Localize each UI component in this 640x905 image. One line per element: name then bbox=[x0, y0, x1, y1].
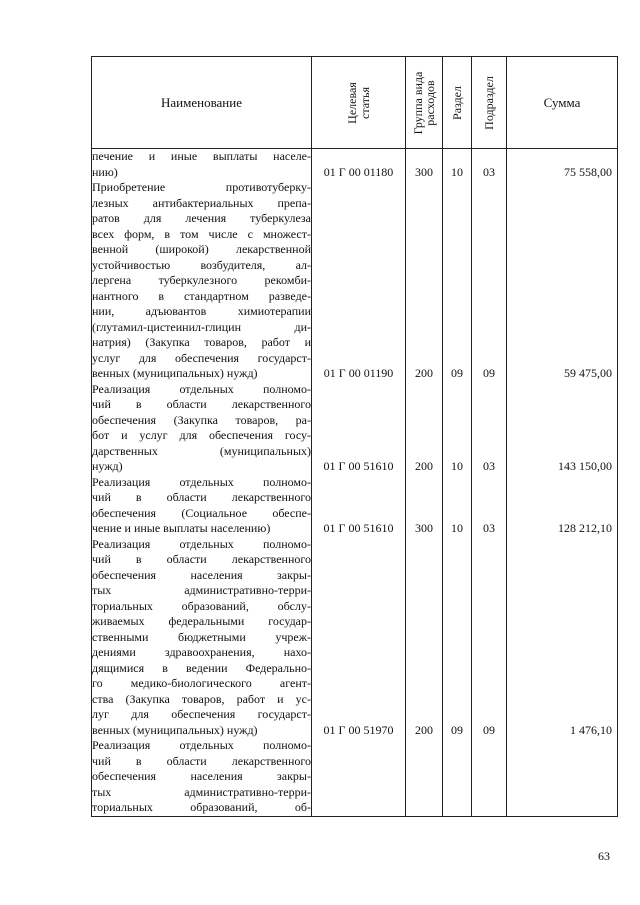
budget-table bbox=[91, 56, 618, 817]
row-sum bbox=[507, 180, 618, 382]
row-expense-group bbox=[406, 180, 443, 382]
row-subsection-value bbox=[472, 800, 506, 816]
row-expense-group-value: 300 bbox=[415, 164, 433, 179]
row-expense-group bbox=[406, 475, 443, 537]
row-target-article-value: 01 Г 00 51610 bbox=[323, 459, 394, 473]
table-row bbox=[92, 475, 618, 537]
description-line: луг для обеспечения государст- bbox=[92, 707, 311, 721]
table-row bbox=[92, 180, 618, 382]
row-section-value: 10 bbox=[451, 164, 463, 179]
description-line: печение и иные выплаты населе- bbox=[92, 149, 311, 163]
row-sum bbox=[507, 149, 618, 181]
description-line: обеспечения (Закупка товаров, ра- bbox=[92, 412, 311, 427]
row-target-article bbox=[312, 475, 406, 537]
row-target-article-value: 01 Г 00 01190 bbox=[323, 366, 394, 380]
row-section-value: 09 bbox=[451, 366, 463, 380]
table-row bbox=[92, 537, 618, 739]
header-subsection: Подраздел bbox=[472, 57, 507, 149]
row-sum-value: 1 476,10 bbox=[570, 722, 612, 737]
row-subsection bbox=[472, 382, 507, 475]
row-section bbox=[443, 149, 472, 181]
header-expense-group: Группа вида расходов bbox=[406, 57, 443, 149]
description-line: Реализация отдельных полномо- bbox=[92, 738, 311, 752]
row-sum bbox=[507, 738, 618, 816]
row-description bbox=[92, 382, 312, 475]
row-subsection-value: 03 bbox=[483, 459, 495, 473]
header-target-article: Целевая статья bbox=[312, 57, 406, 149]
row-expense-group bbox=[406, 382, 443, 475]
row-subsection-value: 03 bbox=[483, 164, 495, 179]
description-line: обеспечения населения закры- bbox=[92, 769, 311, 783]
header-sum: Сумма bbox=[507, 57, 618, 149]
description-line: Приобретение противотуберку- bbox=[92, 180, 311, 194]
row-section bbox=[443, 738, 472, 816]
page-number: 63 bbox=[598, 849, 610, 863]
description-line: лезных антибактериальных препа- bbox=[92, 195, 311, 210]
description-line: венных (муниципальных) нужд) bbox=[92, 366, 258, 380]
description-line: нию) bbox=[92, 164, 118, 179]
row-section bbox=[443, 475, 472, 537]
description-line: чение и иные выплаты населению) bbox=[92, 521, 271, 535]
table-row bbox=[92, 382, 618, 475]
row-sum-value: 75 558,00 bbox=[564, 164, 612, 179]
row-sum-value bbox=[507, 800, 612, 816]
row-expense-group bbox=[406, 738, 443, 816]
row-expense-group bbox=[406, 149, 443, 181]
description-line: дящимися в ведении Федерально- bbox=[92, 660, 311, 675]
row-section-value: 09 bbox=[451, 722, 463, 737]
description-line: дениями здравоохранения, нахо- bbox=[92, 645, 311, 659]
row-target-article-value bbox=[312, 800, 405, 816]
description-line: тых административно-терри- bbox=[92, 583, 311, 597]
row-subsection-value: 03 bbox=[483, 521, 495, 535]
table-row bbox=[92, 738, 618, 816]
description-line: дарственных (муниципальных) bbox=[92, 443, 311, 458]
row-expense-group bbox=[406, 537, 443, 739]
description-line: чий в области лекарственного bbox=[92, 490, 311, 504]
row-sum bbox=[507, 475, 618, 537]
row-description bbox=[92, 738, 312, 816]
description-line: обеспечения (Социальное обеспе- bbox=[92, 505, 311, 520]
row-target-article bbox=[312, 382, 406, 475]
description-line: нии, адъювантов химиотерапии bbox=[92, 304, 311, 318]
description-line: Реализация отдельных полномо- bbox=[92, 536, 311, 551]
description-line: обеспечения населения закры- bbox=[92, 567, 311, 582]
description-line: Реализация отдельных полномо- bbox=[92, 474, 311, 489]
header-name: Наименование bbox=[92, 57, 312, 149]
row-target-article bbox=[312, 149, 406, 181]
row-subsection bbox=[472, 537, 507, 739]
row-target-article bbox=[312, 537, 406, 739]
row-expense-group-value: 200 bbox=[415, 366, 433, 380]
description-line: натрия) (Закупка товаров, работ и bbox=[92, 335, 311, 349]
description-line: нужд) bbox=[92, 459, 123, 473]
description-line: ственными бюджетными учреж- bbox=[92, 629, 311, 644]
row-sum-value: 128 212,10 bbox=[558, 521, 612, 535]
description-line: го медико-биологического агент- bbox=[92, 676, 311, 690]
row-subsection bbox=[472, 738, 507, 816]
row-expense-group-value: 200 bbox=[415, 722, 433, 737]
description-line: чий в области лекарственного bbox=[92, 552, 311, 566]
row-target-article-value: 01 Г 00 51610 bbox=[323, 521, 394, 535]
row-target-article bbox=[312, 738, 406, 816]
row-subsection bbox=[472, 475, 507, 537]
description-line: ториальных образований, об- bbox=[92, 800, 311, 814]
description-line: чий в области лекарственного bbox=[92, 397, 311, 411]
description-line: всех форм, в том числе с множест- bbox=[92, 226, 311, 241]
row-description bbox=[92, 180, 312, 382]
row-section bbox=[443, 537, 472, 739]
row-sum-value: 143 150,00 bbox=[558, 459, 612, 473]
table-header-row bbox=[92, 57, 618, 149]
row-subsection-value: 09 bbox=[483, 366, 495, 380]
row-description bbox=[92, 537, 312, 739]
row-sum-value: 59 475,00 bbox=[564, 366, 612, 380]
row-section bbox=[443, 382, 472, 475]
row-subsection bbox=[472, 180, 507, 382]
row-expense-group-value: 200 bbox=[415, 459, 433, 473]
row-section-value bbox=[443, 800, 471, 816]
description-line: чий в области лекарственного bbox=[92, 753, 311, 768]
row-subsection bbox=[472, 149, 507, 181]
row-description bbox=[92, 149, 312, 181]
description-line: бот и услуг для обеспечения госу- bbox=[92, 428, 311, 442]
description-line: ратов для лечения туберкулеза bbox=[92, 211, 311, 225]
description-line: венных (муниципальных) нужд) bbox=[92, 722, 258, 737]
row-subsection-value: 09 bbox=[483, 722, 495, 737]
row-section bbox=[443, 180, 472, 382]
header-section: Раздел bbox=[443, 57, 472, 149]
description-line: венной (широкой) лекарственной bbox=[92, 242, 311, 256]
description-line: лергена туберкулезного рекомби- bbox=[92, 273, 311, 287]
description-line: (глутамил-цистеинил-глицин ди- bbox=[92, 319, 311, 334]
description-line: живаемых федеральными государ- bbox=[92, 614, 311, 628]
row-section-value: 10 bbox=[451, 459, 463, 473]
row-expense-group-value bbox=[406, 800, 442, 816]
description-line: нантного в стандартном разведе- bbox=[92, 288, 311, 303]
description-line: услуг для обеспечения государст- bbox=[92, 350, 311, 365]
description-line: ства (Закупка товаров, работ и ус- bbox=[92, 691, 311, 706]
row-target-article-value: 01 Г 00 01180 bbox=[323, 164, 394, 179]
row-expense-group-value: 300 bbox=[415, 521, 433, 535]
description-line: Реализация отдельных полномо- bbox=[92, 381, 311, 396]
row-sum bbox=[507, 382, 618, 475]
description-line: ториальных образований, обслу- bbox=[92, 598, 311, 613]
row-target-article-value: 01 Г 00 51970 bbox=[323, 722, 394, 737]
row-description bbox=[92, 475, 312, 537]
row-sum bbox=[507, 537, 618, 739]
table-row bbox=[92, 149, 618, 181]
row-section-value: 10 bbox=[451, 521, 463, 535]
description-line: тых административно-терри- bbox=[92, 784, 311, 799]
description-line: устойчивостью возбудителя, ал- bbox=[92, 257, 311, 272]
row-target-article bbox=[312, 180, 406, 382]
